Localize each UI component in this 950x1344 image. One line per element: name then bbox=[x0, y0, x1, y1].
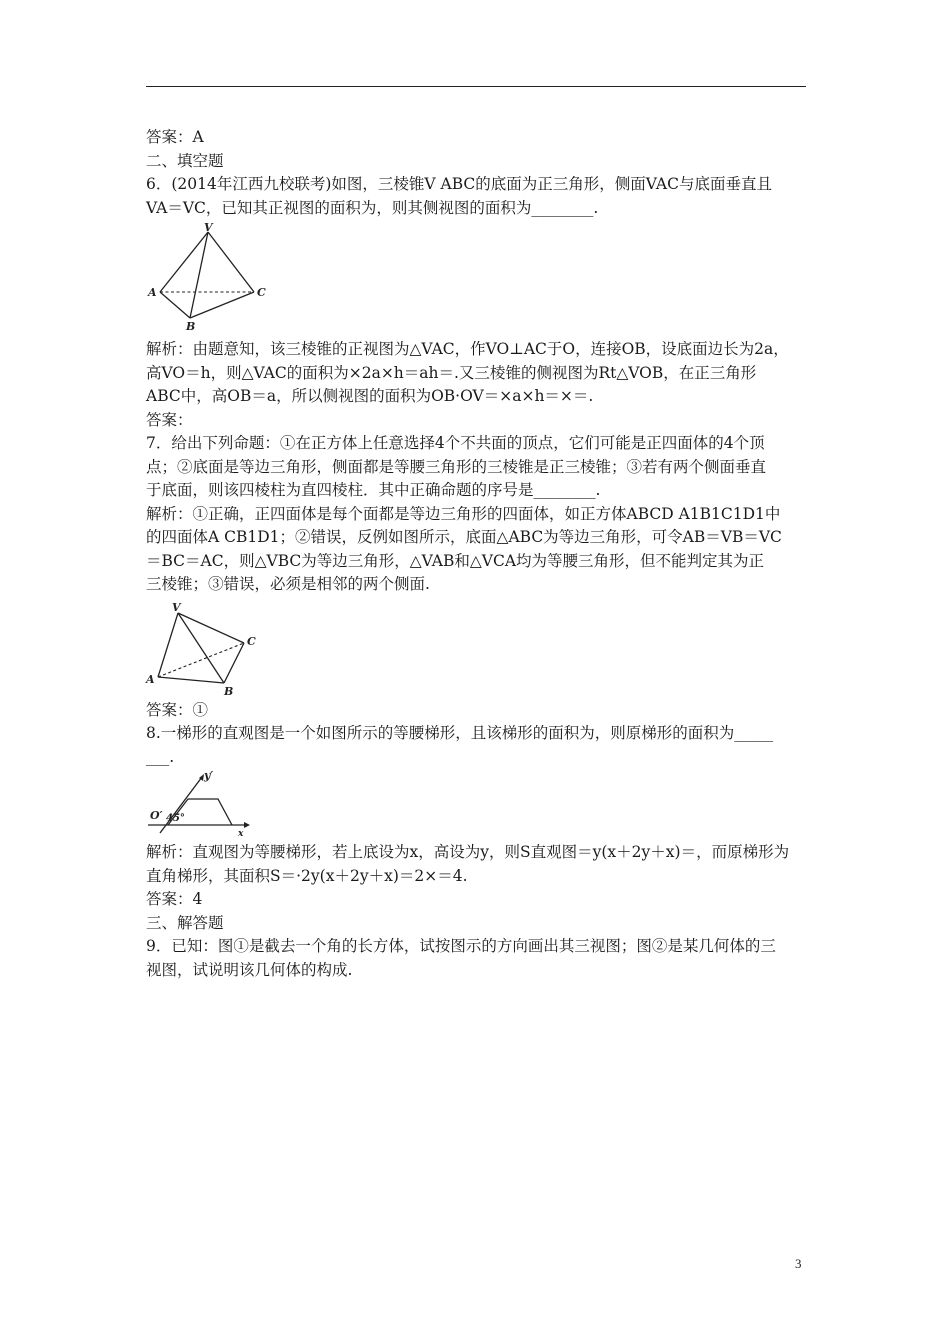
question-8-line-1: 8.一梯形的直观图是一个如图所示的等腰梯形，且该梯形的面积为，则原梯形的面积为_____ bbox=[146, 724, 774, 742]
label-c: C bbox=[247, 634, 256, 648]
label-angle: 45° bbox=[166, 813, 185, 824]
solution-6-line-2: 高VO＝h，则△VAC的面积为×2a×h＝ah＝.又三棱锥的侧视图为Rt△VOB，在正三角形 bbox=[146, 363, 757, 382]
answer-7: 答案：① bbox=[146, 700, 209, 719]
solution-7-line-4: 三棱锥；③错误，必须是相邻的两个侧面. bbox=[146, 575, 430, 593]
figure-trapezoid bbox=[146, 769, 808, 837]
question-9-line-1: 9．已知：图①是截去一个角的长方体，试按图示的方向画出其三视图；图②是某几何体的三 bbox=[146, 937, 776, 955]
question-8-line-2: ___. bbox=[146, 747, 175, 766]
figure-pyramid-vabc-1 bbox=[146, 222, 808, 334]
question-7-line-3: 于底面，则该四棱柱为直四棱柱．其中正确命题的序号是________. bbox=[146, 481, 601, 499]
label-a: A bbox=[148, 286, 157, 299]
label-y-axis: y′ bbox=[204, 769, 214, 782]
question-6-line-2: VA＝VC，已知其正视图的面积为，则其侧视图的面积为________. bbox=[146, 198, 599, 217]
question-7-line-2: 点；②底面是等边三角形，侧面都是等腰三角形的三棱锥是正三棱锥；③若有两个侧面垂直 bbox=[146, 457, 767, 476]
label-origin: O′ bbox=[150, 809, 163, 822]
pyramid-diagram-2 bbox=[146, 600, 276, 698]
question-6-line-1: 6．(2014年江西九校联考)如图，三棱锥V ABC的底面为正三角形，侧面VAC与底面垂直且 bbox=[146, 175, 772, 193]
solution-7-line-2: 的四面体A CB1D1；②错误，反例如图所示，底面△ABC为等边三角形，可令AB＝VB＝VC bbox=[146, 528, 782, 546]
solution-8-line-1: 解析：直观图为等腰梯形，若上底设为x，高设为y，则S直观图＝y(x＋2y＋x)＝，而原梯形为 bbox=[146, 843, 790, 861]
question-9-line-2: 视图，试说明该几何体的构成. bbox=[146, 960, 353, 979]
section-heading-fill-in: 二、填空题 bbox=[146, 151, 224, 170]
solution-6-line-1: 解析：由题意知，该三棱锥的正视图为△VAC，作VO⊥AC于O，连接OB，设底面边长为2a， bbox=[146, 340, 789, 358]
label-b: B bbox=[186, 320, 196, 333]
page-number: 3 bbox=[795, 1256, 802, 1271]
label-a: A bbox=[146, 672, 155, 686]
section-heading-solve: 三、解答题 bbox=[146, 913, 224, 932]
solution-6-line-3: ABC中，高OB＝a，所以侧视图的面积为OB·OV＝×a×h＝×＝. bbox=[146, 387, 594, 405]
solution-8-line-2: 直角梯形，其面积S＝·2y(x＋2y＋x)＝2×＝4. bbox=[146, 866, 468, 885]
label-c: C bbox=[257, 286, 266, 299]
answer-8: 答案：4 bbox=[146, 890, 203, 908]
figure-pyramid-vabc-2 bbox=[146, 600, 808, 698]
question-7-line-1: 7．给出下列命题：①在正方体上任意选择4个不共面的顶点，它们可能是正四面体的4个顶 bbox=[146, 434, 765, 452]
pyramid-diagram-1 bbox=[146, 222, 286, 334]
solution-7-line-1: 解析：①正确，正四面体是每个面都是等边三角形的四面体，如正方体ABCD A1B1C1D1中 bbox=[146, 504, 781, 523]
trapezoid-diagram bbox=[146, 769, 256, 837]
label-v: V bbox=[172, 600, 181, 614]
header-rule bbox=[146, 86, 806, 87]
label-v: V bbox=[204, 221, 213, 234]
label-b: B bbox=[224, 684, 234, 698]
label-x-axis: x bbox=[238, 829, 244, 839]
answer-5: 答案：A bbox=[146, 128, 204, 146]
answer-6: 答案： bbox=[146, 410, 193, 429]
document-body bbox=[146, 126, 808, 982]
solution-7-line-3: ＝BC＝AC，则△VBC为等边三角形，△VAB和△VCA均为等腰三角形，但不能判定其为正 bbox=[146, 551, 765, 570]
